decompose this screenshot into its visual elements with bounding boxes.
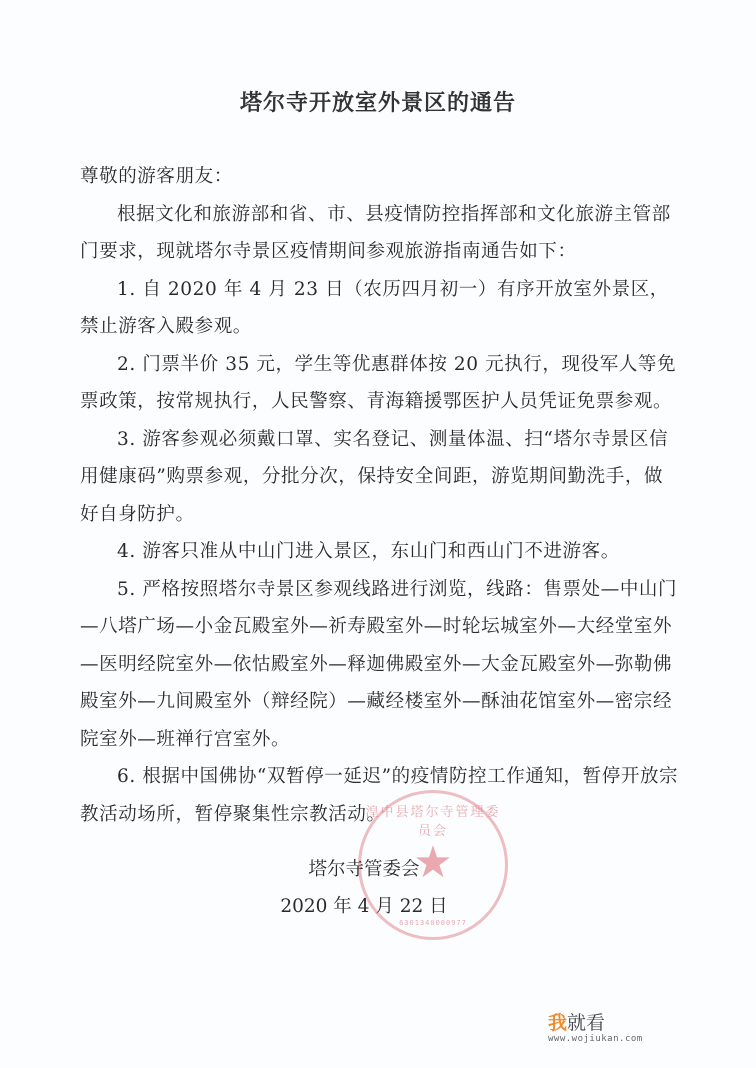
notice-item-1: 1. 自 2020 年 4 月 23 日（农历四月初一）有序开放室外景区，禁止游客入殿参观。 <box>80 278 669 337</box>
site-watermark <box>548 1012 643 1044</box>
notice-item-4: 4. 游客只准从中山门进入景区，东山门和西山门不进游客。 <box>117 541 620 562</box>
signature-organization: 塔尔寺管委会 <box>308 859 420 880</box>
notice-body <box>80 158 680 833</box>
seal-text: 湟中县塔尔寺管理委员会 <box>365 805 501 839</box>
notice-item-6: 6. 根据中国佛协“双暂停一延迟”的疫情防控工作通知，暂停开放宗教活动场所，暂停聚集性宗教活动。 <box>80 766 679 825</box>
seal-code: 6301340000977 <box>399 919 467 927</box>
notice-title: 塔尔寺开放室外景区的通告 <box>239 91 516 116</box>
watermark-url: www.wojiukan.com <box>548 1034 643 1044</box>
notice-item-5: 5. 严格按照塔尔寺景区参观线路进行浏览，线路：售票处—中山门—八塔广场—小金瓦殿室外—祈寿殿室外—时轮坛城室外—大经堂室外—医明经院室外—依怙殿室外—释迦佛殿室外—大金瓦殿室外—弥勒佛殿室外—九间殿室外（辩经院）—藏经楼室外—酥油花馆室外—密宗经院室外—班禅行宫室外。 <box>80 578 678 750</box>
signature-date: 2020 年 4 月 22 日 <box>280 896 448 917</box>
watermark-brand-highlight: 我 <box>548 1012 568 1034</box>
intro-paragraph: 根据文化和旅游部和省、市、县疫情防控指挥部和文化旅游主管部门要求，现就塔尔寺景区疫情期间参观旅游指南通告如下： <box>80 203 671 262</box>
salutation: 尊敬的游客朋友： <box>80 166 233 187</box>
watermark-brand-rest: 就看 <box>567 1012 606 1034</box>
notice-item-2: 2. 门票半价 35 元，学生等优惠群体按 20 元执行，现役军人等免票政策，按常规执行，人民警察、青海籍援鄂医护人员凭证免票参观。 <box>80 353 677 412</box>
notice-item-3: 3. 游客参观必须戴口罩、实名登记、测量体温、扫“塔尔寺景区信用健康码”购票参观，分批分次，保持安全间距，游览期间勤洗手，做好自身防护。 <box>80 428 669 525</box>
star-icon: ★ <box>413 836 453 888</box>
